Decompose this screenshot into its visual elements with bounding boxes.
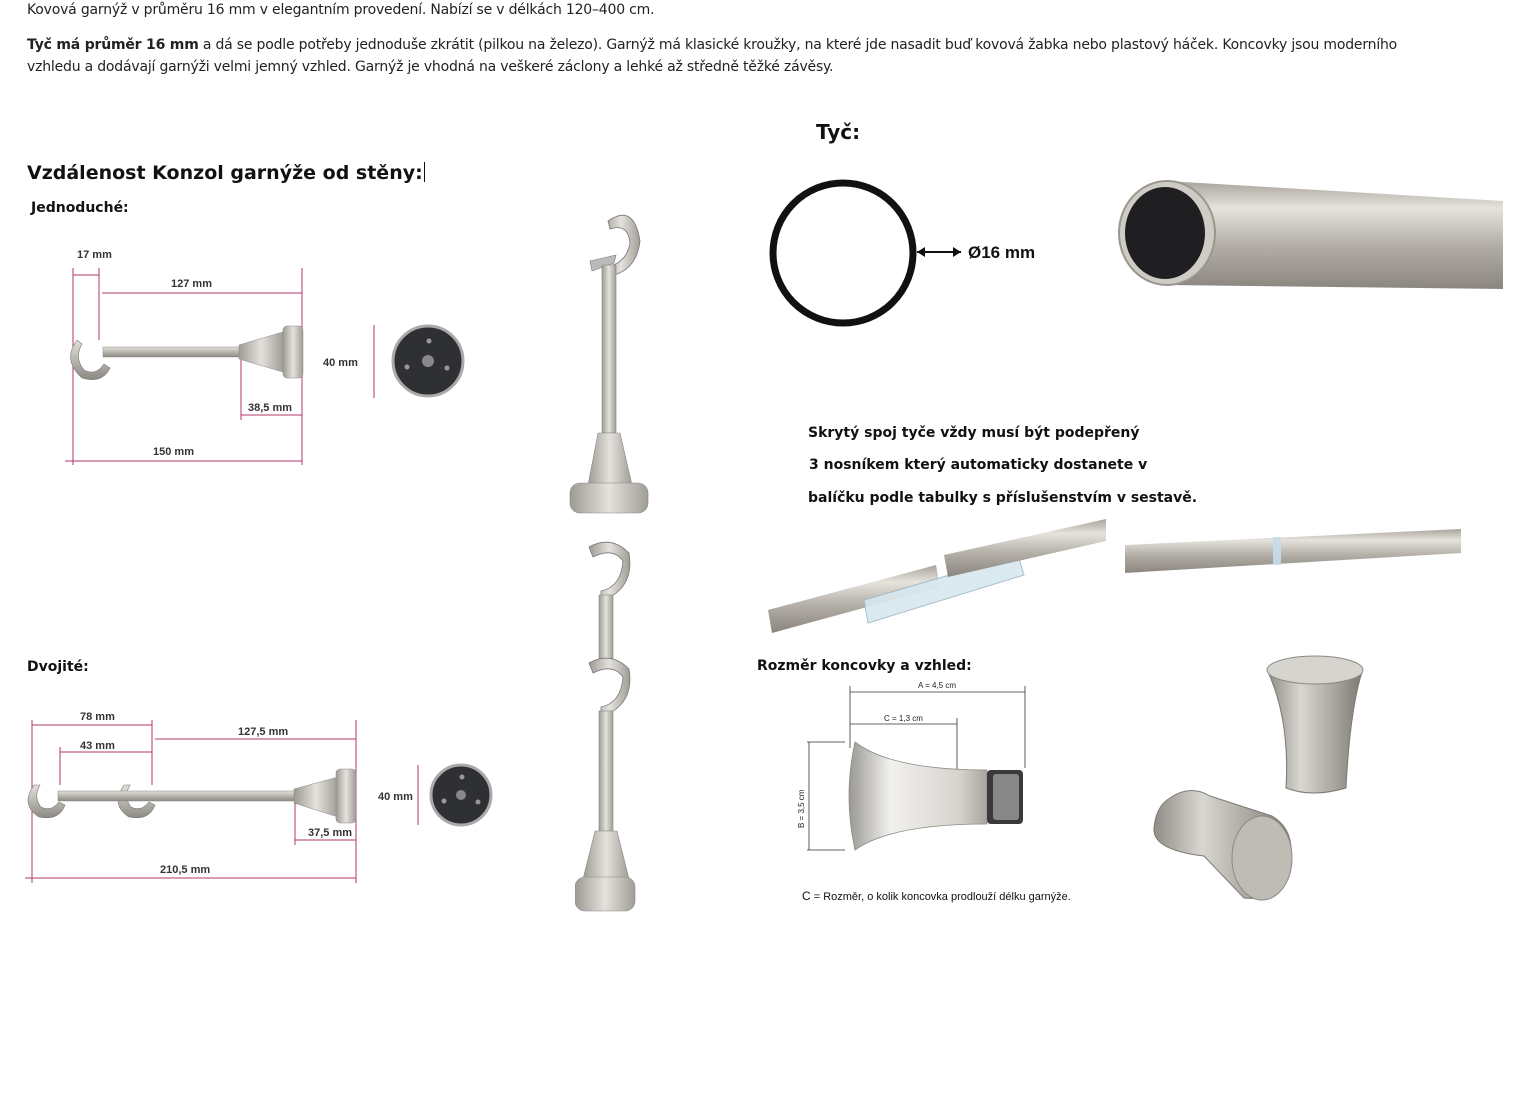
rod-joint-closed-photo [1125, 525, 1465, 585]
double-dim-37-5: 37,5 mm [308, 827, 353, 839]
endcap-dim-a: A = 4,5 cm [918, 681, 957, 690]
rod-joint-open-photo [768, 515, 1108, 635]
single-bracket-photo [560, 205, 660, 520]
double-dim-78: 78 mm [80, 711, 115, 723]
single-label: Jednoduché: [31, 200, 129, 216]
double-dim-127-5: 127,5 mm [238, 726, 289, 738]
distance-heading-text: Vzdálenost Konzol garnýže od stěny: [27, 162, 423, 184]
endcap-dim-c: C = 1,3 cm [884, 714, 923, 723]
single-dim-38-5: 38,5 mm [248, 402, 293, 414]
double-bracket-photo [575, 535, 650, 920]
single-dim-150: 150 mm [153, 446, 194, 458]
endcap-dim-b: B = 3,5 cm [797, 789, 806, 828]
joint-note-line-1: Skrytý spoj tyče vždy musí být podepřený [808, 425, 1140, 441]
double-dim-43: 43 mm [80, 740, 115, 752]
single-dim-40: 40 mm [323, 357, 358, 369]
single-dim-17: 17 mm [77, 249, 112, 261]
joint-note-line-3: balíčku podle tabulky s příslušenstvím v sestavě. [808, 490, 1198, 506]
intro-bold: Tyč má průměr 16 mm [27, 37, 199, 53]
endcap-caption-c: C [802, 889, 811, 903]
intro-rest: a dá se podle potřeby jednoduše zkrátit (pilkou na železo). Garnýž má klasické kroužky, na které jde nasadit buď kovová žabka nebo plastový háček. Koncovky jsou moderního vzhledu a dodávají garnýži velmi jemný vzhled. Garnýž je vhodná na veškeré záclony a lehké až středně těžké závěsy. [27, 37, 1398, 75]
rod-heading: Tyč: [816, 120, 861, 144]
single-dim-127: 127 mm [171, 278, 212, 290]
rod-photo [1115, 175, 1505, 295]
rod-diameter-label: Ø16 mm [968, 243, 1036, 262]
intro-paragraph [27, 34, 1407, 78]
distance-heading[interactable] [27, 162, 425, 184]
single-bracket-diagram [55, 240, 475, 490]
endcap-caption [802, 889, 1071, 903]
endcap-caption-text: = Rozměr, o kolik koncovka prodlouží délku garnýže. [810, 891, 1071, 903]
text-caret [424, 162, 425, 182]
intro-line-1: Kovová garnýž v průměru 16 mm v elegantním provedení. Nabízí se v délkách 120–400 cm. [27, 2, 655, 18]
double-label: Dvojité: [27, 659, 89, 675]
double-bracket-diagram [20, 705, 500, 905]
endcap-label: Rozměr koncovky a vzhled: [757, 658, 972, 674]
joint-note-line-2: 3 nosníkem který automaticky dostanete v [809, 457, 1148, 473]
double-dim-210-5: 210,5 mm [160, 864, 211, 876]
endcap-diagram [795, 678, 1040, 910]
double-dim-40: 40 mm [378, 791, 413, 803]
rod-cross-section [765, 175, 1065, 330]
endcap-photo [1150, 650, 1375, 905]
